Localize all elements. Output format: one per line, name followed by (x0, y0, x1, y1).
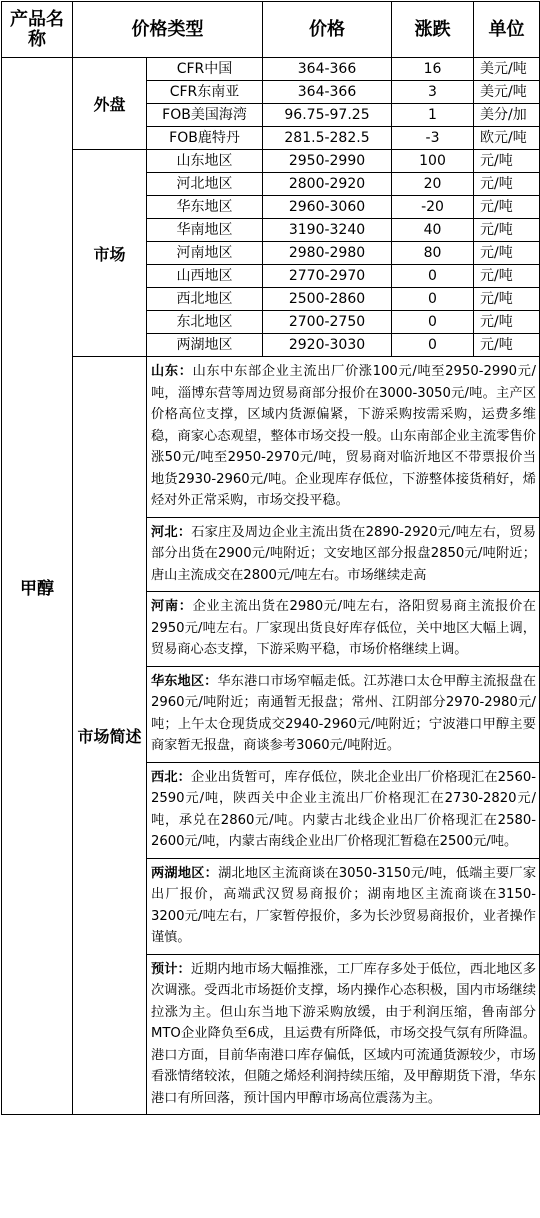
change-cell: -20 (392, 196, 474, 219)
market-group-label: 市场 (73, 150, 147, 357)
change-cell: 16 (392, 58, 474, 81)
outer-group-label: 外盘 (73, 58, 147, 150)
price-type-cell: 河南地区 (147, 242, 263, 265)
price-cell: 2770-2970 (263, 265, 392, 288)
summary-note-row (147, 666, 539, 762)
change-cell: -3 (392, 127, 474, 150)
unit-cell: 美元/吨 (474, 58, 540, 81)
change-cell: 0 (392, 288, 474, 311)
summary-note (147, 666, 539, 762)
summary-row (2, 357, 540, 1115)
price-cell: 3190-3240 (263, 219, 392, 242)
summary-note-row (147, 858, 539, 954)
summary-note-text: 湖北地区主流商谈在3050-3150元/吨，低端主要厂家出厂报价，高端武汉贸易商报价；湖南地区主流商谈在3150-3200元/吨左右，厂家暂停报价，多为长沙贸易商报价，业者操作谨慎。 (151, 865, 537, 945)
price-type-cell: 西北地区 (147, 288, 263, 311)
header-change: 涨跌 (392, 2, 474, 58)
change-cell: 20 (392, 173, 474, 196)
summary-note-row (147, 357, 539, 517)
summary-note (147, 357, 539, 517)
header-row (2, 2, 540, 58)
price-type-cell: FOB美国海湾 (147, 104, 263, 127)
change-cell: 3 (392, 81, 474, 104)
price-cell: 364-366 (263, 58, 392, 81)
price-type-cell: 河北地区 (147, 173, 263, 196)
unit-cell: 欧元/吨 (474, 127, 540, 150)
summary-note-region: 两湖地区： (151, 865, 219, 881)
price-cell: 2500-2860 (263, 288, 392, 311)
unit-cell: 元/吨 (474, 288, 540, 311)
change-cell: 0 (392, 334, 474, 357)
price-cell: 2800-2920 (263, 173, 392, 196)
header-unit: 单位 (474, 2, 540, 58)
unit-cell: 元/吨 (474, 242, 540, 265)
summary-note-region: 西北： (151, 769, 192, 785)
methanol-price-table (1, 1, 540, 1115)
product-name: 甲醇 (2, 58, 73, 1115)
summary-note-region: 河北： (151, 524, 192, 540)
summary-note-row (147, 592, 539, 667)
summary-note (147, 517, 539, 592)
summary-note (147, 762, 539, 858)
price-type-cell: 山东地区 (147, 150, 263, 173)
summary-note-row (147, 762, 539, 858)
summary-note (147, 592, 539, 667)
price-type-cell: FOB鹿特丹 (147, 127, 263, 150)
summary-note-text: 企业出货暂可，库存低位，陕北企业出厂价格现汇在2560-2590元/吨，陕西关中企业主流出厂价格现汇在2730-2820元/吨，承兑在2860元/吨。内蒙古北线企业出厂价格现汇在2580-2600元/吨，内蒙古南线企业出厂价格现汇暂稳在2500元/吨。 (151, 769, 537, 849)
header-price: 价格 (263, 2, 392, 58)
summary-note-row (147, 517, 539, 592)
summary-note-text: 石家庄及周边企业主流出货在2890-2920元/吨左右，贸易部分出货在2900元/吨附近；文安地区部分报盘2850元/吨附近；唐山主流成交在2800元/吨左右。市场继续走高 (151, 524, 536, 583)
price-cell: 364-366 (263, 81, 392, 104)
unit-cell: 美元/吨 (474, 81, 540, 104)
price-cell: 96.75-97.25 (263, 104, 392, 127)
unit-cell: 元/吨 (474, 173, 540, 196)
price-type-cell: 两湖地区 (147, 334, 263, 357)
change-cell: 100 (392, 150, 474, 173)
unit-cell: 元/吨 (474, 311, 540, 334)
price-cell: 2700-2750 (263, 311, 392, 334)
unit-cell: 元/吨 (474, 334, 540, 357)
summary-note-region: 河南： (151, 599, 193, 614)
header-product: 产品名称 (2, 2, 73, 58)
summary-note-region: 华东地区： (151, 673, 218, 689)
change-cell: 1 (392, 104, 474, 127)
header-price-type: 价格类型 (73, 2, 263, 58)
price-cell: 281.5-282.5 (263, 127, 392, 150)
market-price-row (2, 150, 540, 173)
price-type-cell: CFR中国 (147, 58, 263, 81)
outer-price-row (2, 58, 540, 81)
unit-cell: 元/吨 (474, 150, 540, 173)
summary-note-region: 预计： (151, 961, 191, 977)
price-type-cell: CFR东南亚 (147, 81, 263, 104)
summary-label: 市场简述 (73, 357, 147, 1115)
summary-note-row (147, 954, 539, 1114)
price-cell: 2960-3060 (263, 196, 392, 219)
change-cell: 40 (392, 219, 474, 242)
summary-note-text: 山东中东部企业主流出厂价涨100元/吨至2950-2990元/吨，淄博东营等周边贸易商部分报价在3000-3050元/吨。主产区价格高位支撑，区域内货源偏紧，下游采购按需采购，运费多维稳，商家心态观望，整体市场交投一般。山东南部企业主流零售价涨50元/吨至2950-2970元/吨，贸易商对临沂地区不带票报价当地货2930-2960元/吨。企业现库存低位，下游整体接货稍好，烯烃对外正常采购，市场交投平稳。 (151, 364, 537, 508)
summary-note-region: 山东： (151, 364, 193, 379)
price-cell: 2980-2980 (263, 242, 392, 265)
summary-note (147, 858, 539, 954)
price-cell: 2950-2990 (263, 150, 392, 173)
price-type-cell: 东北地区 (147, 311, 263, 334)
summary-note-text: 华东港口市场窄幅走低。江苏港口太仓甲醇主流报盘在2960元/吨附近；南通暂无报盘；常州、江阴部分2970-2980元/吨；上午太仓现货成交2940-2960元/吨附近；宁波港口甲醇主要商家暂无报盘，商谈参考3060元/吨附近。 (151, 673, 537, 753)
unit-cell: 元/吨 (474, 196, 540, 219)
price-cell: 2920-3030 (263, 334, 392, 357)
summary-notes-table (147, 357, 539, 1114)
price-type-cell: 华东地区 (147, 196, 263, 219)
unit-cell: 美分/加 (474, 104, 540, 127)
change-cell: 0 (392, 265, 474, 288)
unit-cell: 元/吨 (474, 219, 540, 242)
summary-note (147, 954, 539, 1114)
summary-note-text: 近期内地市场大幅推涨，工厂库存多处于低位，西北地区多次调涨。受西北市场挺价支撑，场内操作心态积极，国内市场继续拉涨为主。但山东当地下游采购放缓，由于利润压缩，鲁南部分MTO企业降负至6成，且运费有所降低，市场交投气氛有所降温。港口方面，目前华南港口库存偏低，区域内可流通货源较少，市场看涨情绪较浓，但随之烯烃利润持续压缩，及甲醇期货下滑，华东港口有所回落，预计国内甲醇市场高位震荡为主。 (151, 961, 537, 1106)
summary-notes-cell (147, 357, 540, 1115)
change-cell: 0 (392, 311, 474, 334)
price-type-cell: 华南地区 (147, 219, 263, 242)
price-type-cell: 山西地区 (147, 265, 263, 288)
change-cell: 80 (392, 242, 474, 265)
unit-cell: 元/吨 (474, 265, 540, 288)
summary-note-text: 企业主流出货在2980元/吨左右，洛阳贸易商主流报价在2950元/吨左右。厂家现出货良好库存低位，关中地区大幅上调，贸易商心态支撑，下游采购平稳，市场价格继续上调。 (151, 599, 536, 657)
